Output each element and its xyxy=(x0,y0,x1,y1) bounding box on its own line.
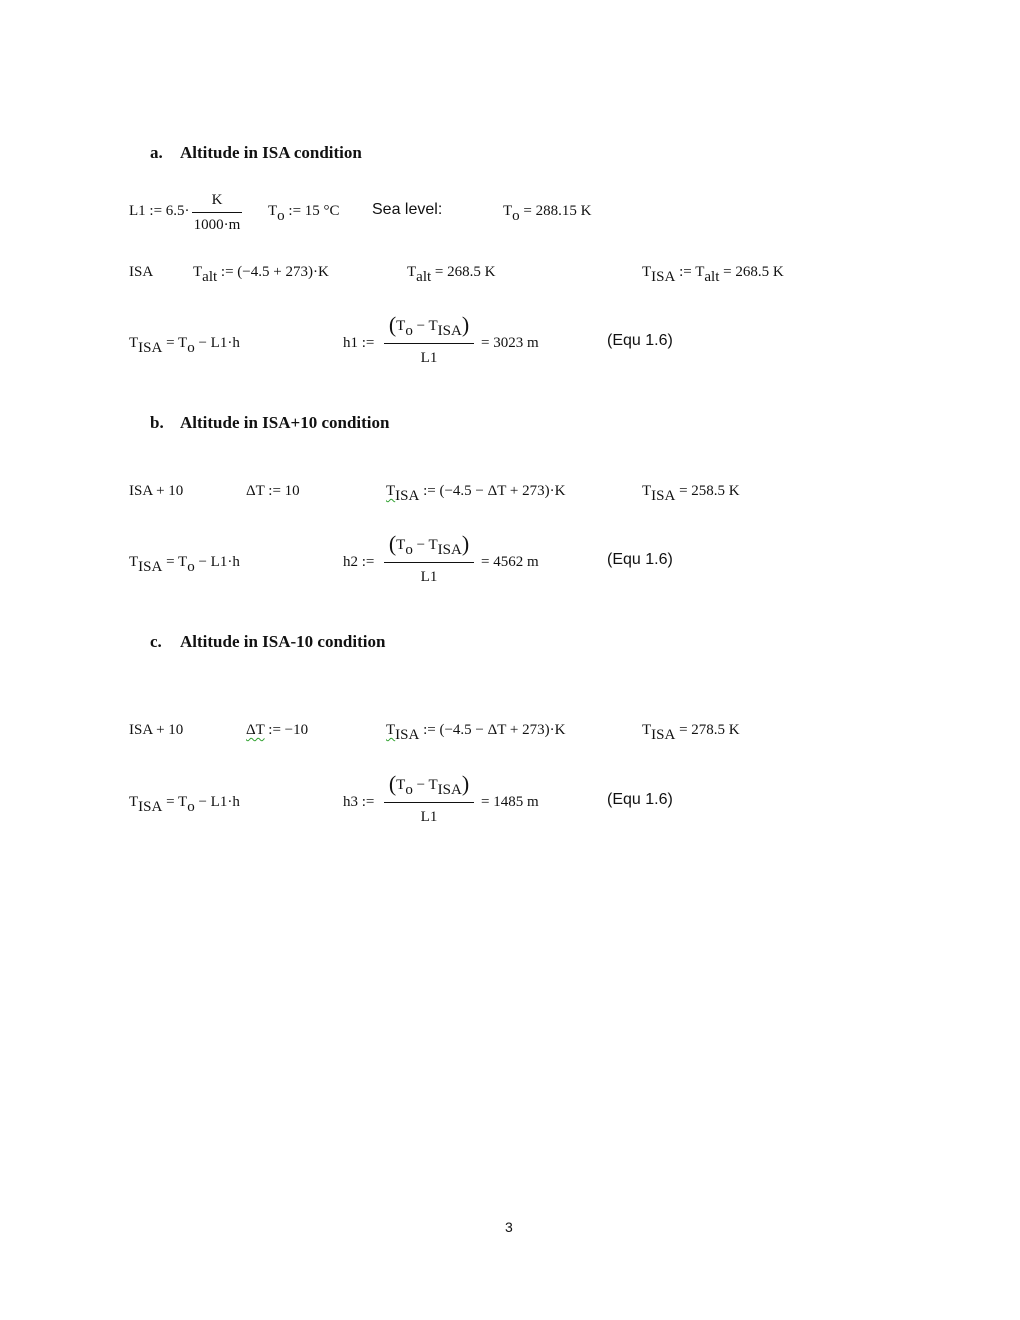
h2-fraction xyxy=(384,533,474,587)
fraction-bar xyxy=(384,343,474,344)
h3-denominator: L1 xyxy=(420,809,438,825)
equation-reference: (Equ 1.6) xyxy=(607,332,673,349)
h3-numerator: $(T_o - T_{ISA})$ xyxy=(388,771,470,798)
h2-lhs: h2 := xyxy=(343,554,375,570)
h2-denominator: L1 xyxy=(420,569,438,585)
h1-denominator: L1 xyxy=(420,350,438,366)
talt-result: $T_{alt} = 268.5$ K xyxy=(407,264,496,285)
h2-numerator: $(T_o - T_{ISA})$ xyxy=(388,531,470,558)
lapse-equation: $T_{ISA} = T_o - L1\cdot h$ xyxy=(129,794,240,815)
section-a-heading: a. Altitude in ISA condition xyxy=(150,143,362,162)
h3-fraction xyxy=(384,773,474,827)
section-b-heading: b. Altitude in ISA+10 condition xyxy=(150,413,390,432)
h3-lhs: h3 := xyxy=(343,794,375,810)
l1-numerator: K xyxy=(211,192,223,208)
section-c-heading: c. Altitude in ISA-10 condition xyxy=(150,632,386,651)
l1-definition: L1 := 6.5· xyxy=(129,203,190,219)
tisa-symbol: $T_{ISA}$ xyxy=(386,722,420,743)
h2-result: = 4562 m xyxy=(481,554,539,570)
tisa-definition: $T_{ISA}$ := (−4.5 − ΔT + 273)·K xyxy=(386,722,566,743)
tisa-assignment: $T_{ISA}$ := $T_{alt} = 268.5$ K xyxy=(642,264,784,285)
isa-label: ISA + 10 xyxy=(129,722,184,738)
tisa-symbol: $T_{ISA}$ xyxy=(386,483,420,504)
isa-plus-10-label: ISA + 10 xyxy=(129,483,184,499)
delta-t-definition: ΔT := 10 xyxy=(246,483,300,499)
equation-reference: (Equ 1.6) xyxy=(607,551,673,568)
tisa-result: $T_{ISA} = 258.5$ K xyxy=(642,483,740,504)
fraction-bar xyxy=(384,562,474,563)
to-result: $T_o = 288.15$ K xyxy=(503,203,592,224)
sea-level-label: Sea level: xyxy=(372,201,443,218)
h3-result: = 1485 m xyxy=(481,794,539,810)
tisa-definition: $T_{ISA}$ := (−4.5 − ΔT + 273)·K xyxy=(386,483,566,504)
talt-definition: $T_{alt}$ := (−4.5 + 273)·K xyxy=(193,264,329,285)
page-number: 3 xyxy=(505,1219,513,1235)
h1-fraction xyxy=(384,314,474,368)
l1-denominator: 1000·m xyxy=(193,217,241,233)
delta-t-definition: ΔT := −10 xyxy=(246,722,309,738)
to-definition: $T_o$ := 15 °C xyxy=(268,203,340,224)
h1-numerator: $(T_o - T_{ISA})$ xyxy=(388,312,470,339)
lapse-equation: $T_{ISA} = T_o - L1\cdot h$ xyxy=(129,335,240,356)
h1-result: = 3023 m xyxy=(481,335,539,351)
fraction-bar xyxy=(384,802,474,803)
lapse-equation: $T_{ISA} = T_o - L1\cdot h$ xyxy=(129,554,240,575)
equation-reference: (Equ 1.6) xyxy=(607,791,673,808)
tisa-result: $T_{ISA} = 278.5$ K xyxy=(642,722,740,743)
l1-fraction xyxy=(192,193,242,233)
h1-lhs: h1 := xyxy=(343,335,375,351)
isa-label: ISA xyxy=(129,264,154,280)
fraction-bar xyxy=(192,212,242,213)
